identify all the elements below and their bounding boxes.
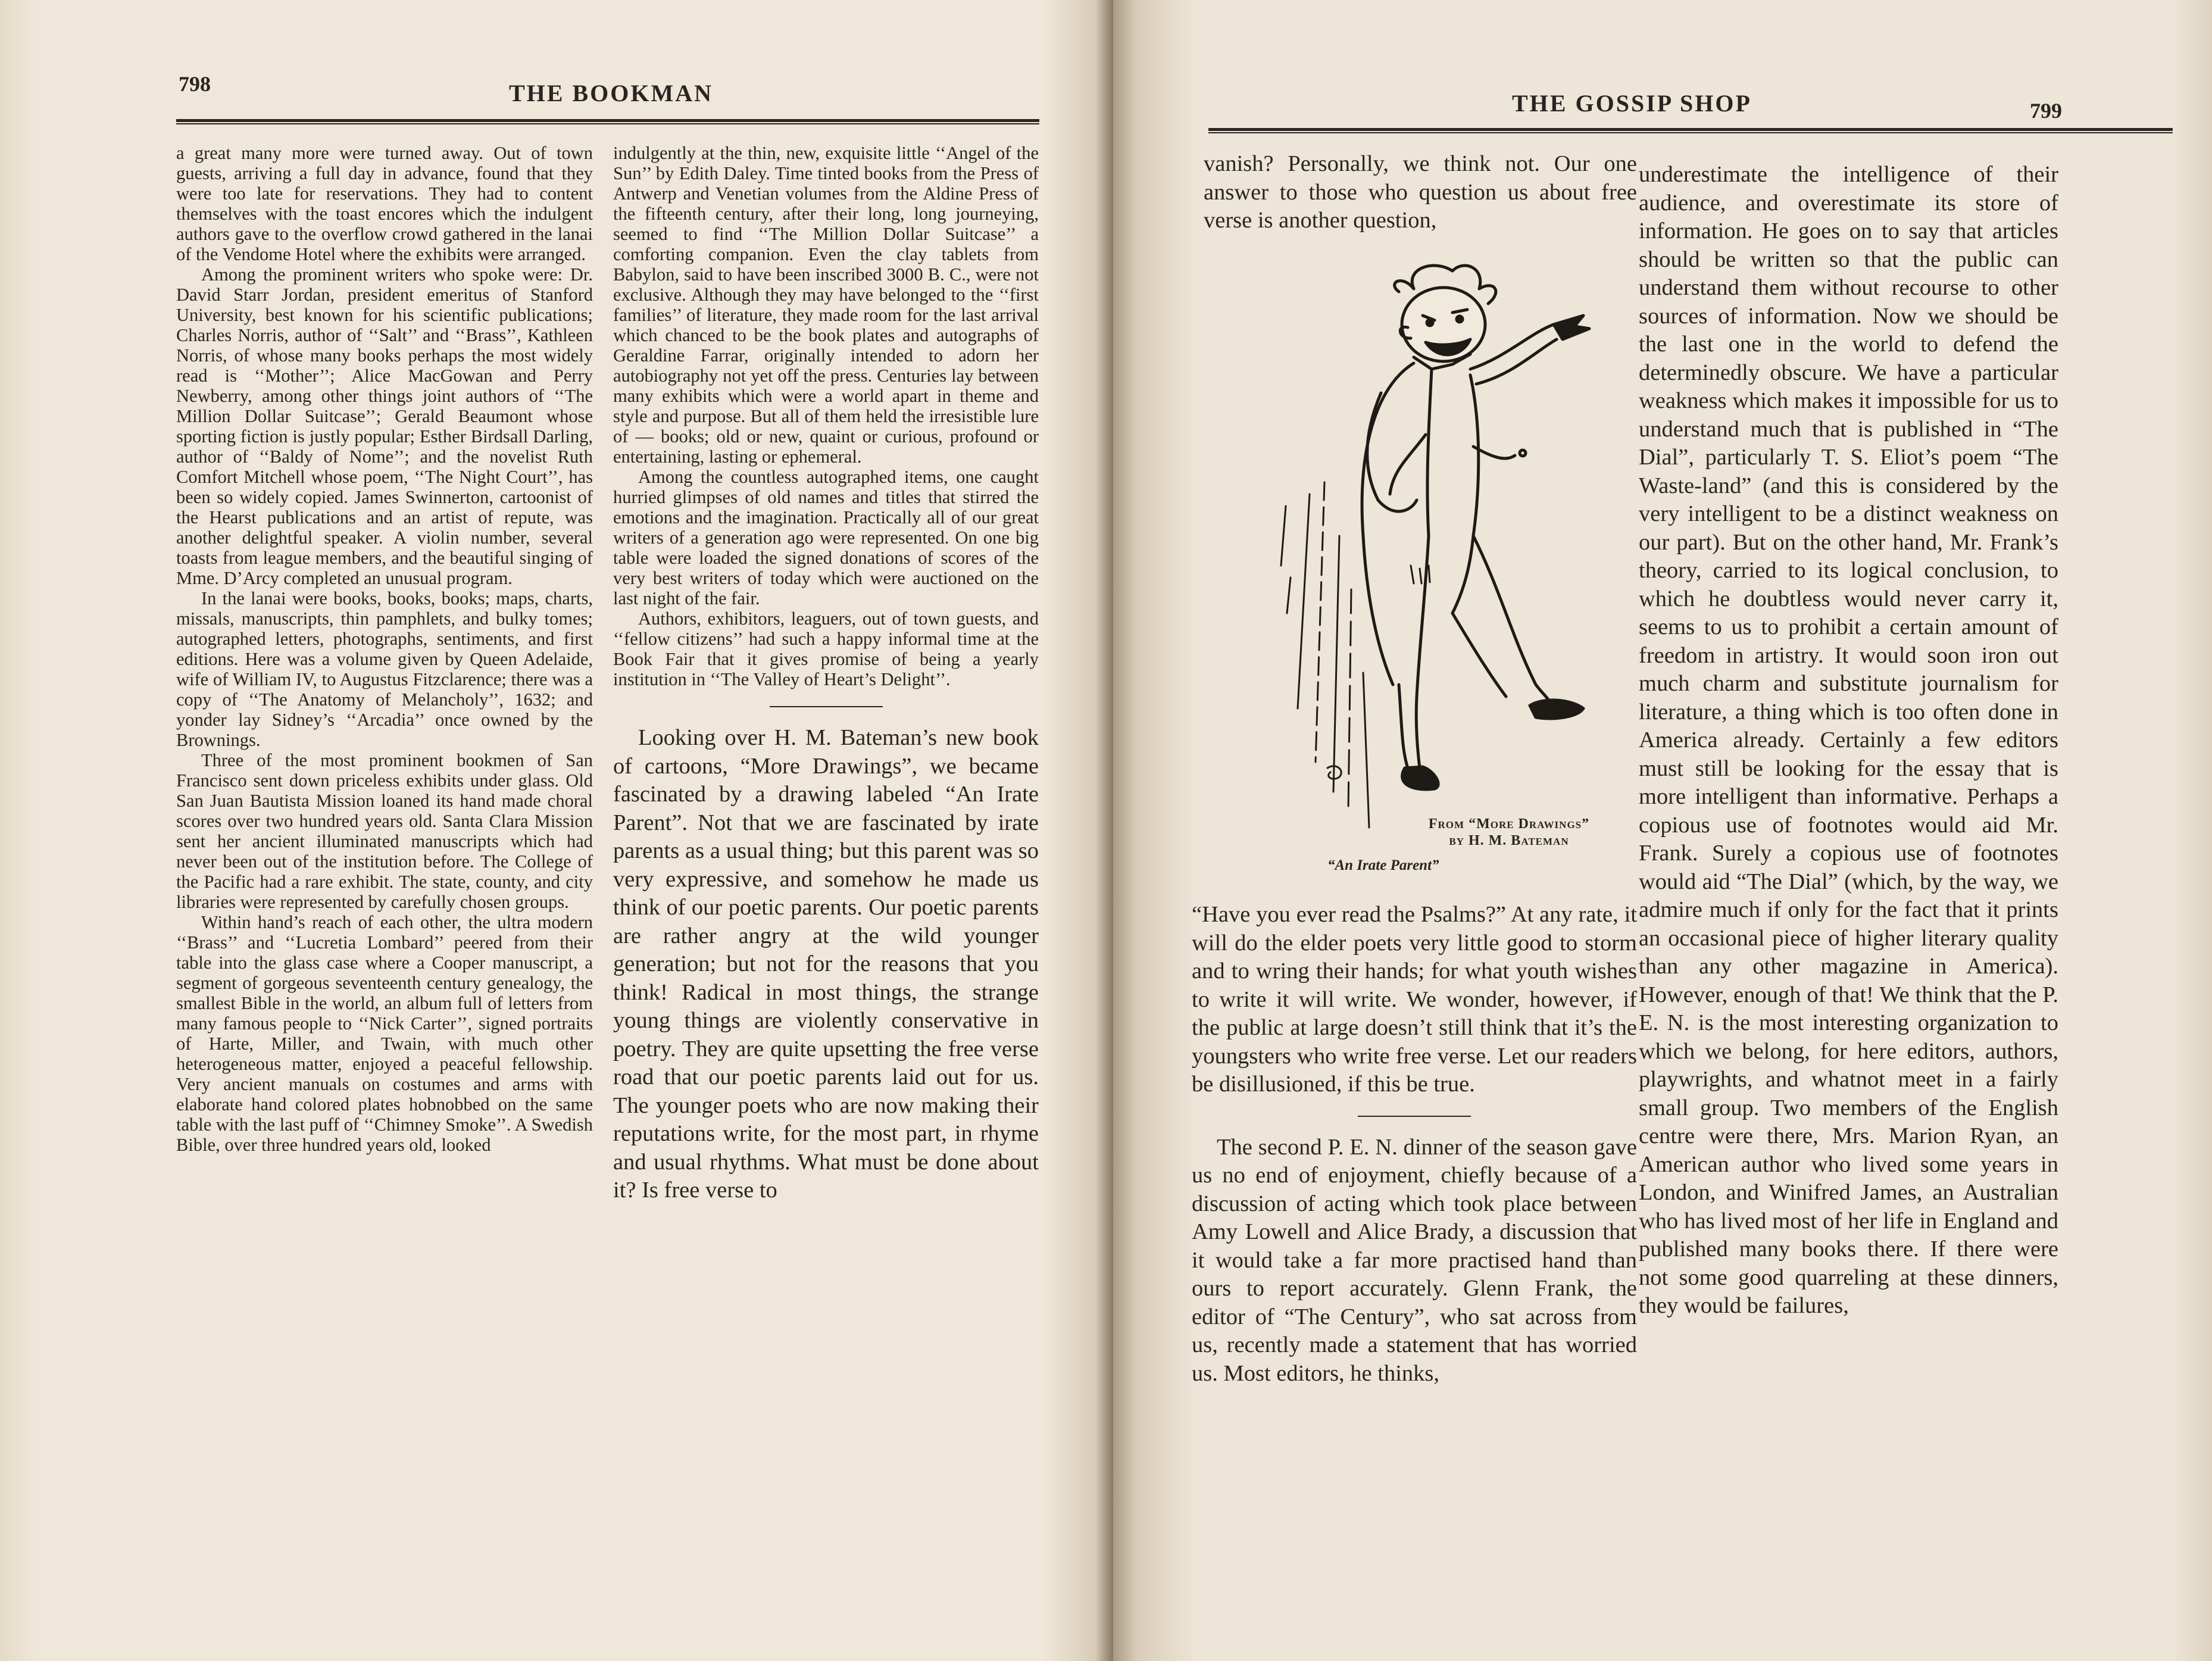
section-divider bbox=[1358, 1116, 1471, 1117]
paragraph: vanish? Personally, we think not. Our one answer to those who question us about free verse is another question, bbox=[1204, 151, 1637, 233]
page-number: 799 bbox=[2030, 99, 2062, 123]
paragraph: indulgently at the thin, new, exquisite little ‘‘Angel of the Sun’’ by Edith Daley. Time tinted books from the Press of Antwerp and Venetian volumes from the Aldine Press of the fifteenth century, after their long, long journeying, seemed to find ‘‘The Million Dollar Suitcase’’ a comforting companion. Even the clay tablets from Babylon, said to have been inscribed 3000 B. C., were not exclusive. Although they may have belonged to the ‘‘first families’’ of literature, they made room for the last arrival which chanced to be the book plates and autographs of Geraldine Farrar, originally intended to adorn her autobiography not yet off the press. Centuries lay between many exhibits which were a world apart in theme and style and purpose. But all of them held the irresistible lure of — books; old or new, quaint or curious, profound or entertaining, lasting or ephemeral. bbox=[613, 143, 1039, 467]
paragraph: a great many more were turned away. Out of town guests, arriving a full day in advance, found that they were too late for reservations. They had to content themselves with the toast encores which the indulgent authors gave to the overflow crowd gathered in the lanai of the Vendome Hotel where the exhibits were arranged. bbox=[176, 143, 593, 264]
column-right-1-bottom bbox=[1192, 901, 1637, 1388]
header-rule bbox=[1208, 128, 2173, 133]
paragraph: Among the prominent writers who spoke were: Dr. David Starr Jordan, president emeritus of Stanford University, best known for his scientific publications; Charles Norris, author of ‘‘Salt’’ and ‘‘Brass’’, Kathleen Norris, of whose many books perhaps the most widely read is ‘‘Mother’’; Alice MacGowan and Perry Newberry, among other things joint authors of ‘‘The Million Dollar Suitcase’’; Gerald Beaumont whose sporting fiction is justly popular; Esther Birdsall Darling, author of ‘‘Baldy of Nome’’; and the novelist Ruth Comfort Mitchell whose poem, ‘‘The Night Court’’, has been so widely copied. James Swinnerton, cartoonist of the Hearst publications and an artist of repute, was another delightful speaker. A violin number, several toasts from league members, and the beautiful singing of Mme. D’Arcy completed an unusual program. bbox=[176, 264, 593, 588]
column-left-1 bbox=[176, 143, 593, 1155]
figure-title: “An Irate Parent” bbox=[1327, 857, 1439, 873]
running-head: THE GOSSIP SHOP bbox=[1512, 90, 1752, 117]
paragraph: Among the countless autographed items, one caught hurried glimpses of old names and titles that stirred the emotions and the imagination. Practically all of our great writers of a generation ago were represented. On one big table were loaded the signed donations of scores of the very best writers of today which were auctioned on the last night of the fair. bbox=[613, 467, 1039, 608]
figure-caption bbox=[1399, 816, 1619, 849]
page-number: 798 bbox=[179, 72, 211, 96]
paragraph: In the lanai were books, books, books; maps, charts, missals, manuscripts, thin pamphlets, and bulky tomes; autographed letters, photographs, sentiments, and first editions. Here was a volume given by Queen Adelaide, wife of William IV, to Augustus Fitzclarence; there was a copy of ‘‘The Anatomy of Melancholy’’, 1632; and yonder lay Sidney’s ‘‘Arcadia’’ once owned by the Brownings. bbox=[176, 588, 593, 750]
column-right-2 bbox=[1639, 161, 2058, 1320]
column-left-2 bbox=[613, 143, 1039, 1205]
paragraph: Within hand’s reach of each other, the ultra modern ‘‘Brass’’ and ‘‘Lucretia Lombard’’ peered from their table into the glass case where a Cooper manuscript, a segment of gorgeous seventeenth century genealogy, the smallest Bible in the world, an album full of letters from many famous people to ‘‘Nick Carter’’, signed portraits of Harte, Miller, and Twain, with much other heterogeneous matter, enjoyed a peaceful fellowship. Very ancient manuals on costumes and arms with elaborate hand colored plates hobnobbed on the same table with the last puff of ‘‘Chimney Smoke’’. A Swedish Bible, over three hundred years old, looked bbox=[176, 912, 593, 1155]
paragraph: Authors, exhibitors, leaguers, out of town guests, and ‘‘fellow citizens’’ had such a happy informal time at the Book Fair that it gives promise of being a yearly institution in ‘‘The Valley of Heart’s Delight’’. bbox=[613, 608, 1039, 689]
paragraph: “Have you ever read the Psalms?” At any rate, it will do the elder poets very little good to storm and to wring their hands; for what youth wishes to write it will write. We wonder, however, if the public at large doesn’t still think that it’s the youngsters who write free verse. Let our readers be disillusioned, if this be true. bbox=[1192, 902, 1637, 1097]
paragraph: underestimate the intelligence of their audience, and overestimate its store of information. He goes on to say that articles should be written so that the public can understand them without recourse to other sources of information. Now we should be the last one in the world to defend the determinedly obscure. We have a particular weakness which makes it impossible for us to understand much that is published in “The Dial”, particularly T. S. Eliot’s poem “The Waste-land” (and this is considered by the very intelligent to be a distinct weakness on our part). But on the other hand, Mr. Frank’s theory, carried to its logical conclusion, to which he doubtless would never carry it, seems to us to prohibit a certain amount of freedom in artistry. It would soon iron out much charm and substitute journalism for literature, a thing which is too often done in America already. Certainly a few editors must still be looking for the essay that is more intelligent than informative. Perhaps a copious use of footnotes would aid Mr. Frank. Surely a copious use of footnotes would aid “The Dial” (which, by the way, we admire much if only for the fact that it prints an occasional piece of higher literary quality than any other magazine in America). However, enough of that! We think that the P. E. N. is the most interesting organization to which we belong, for here editors, authors, playwrights, and whatnot meet in a fairly small group. Two members of the English centre were there, Mrs. Marion Ryan, an American author who lived some years in London, and Winifred James, an Australian who has lived most of her life in England and published many books there. If there were not some good quarreling at these dinners, they would be failures, bbox=[1639, 162, 2058, 1318]
right-page bbox=[1113, 0, 2212, 1661]
paragraph: The second P. E. N. dinner of the season gave us no end of enjoyment, chiefly because of a discussion of acting which took place between Amy Lowell and Alice Brady, a discussion that it would take a far more practised hand than ours to report accurately. Glenn Frank, the editor of “The Century”, who sat across from us, recently made a statement that has worried us. Most editors, he thinks, bbox=[1192, 1134, 1637, 1386]
column-right-1-top bbox=[1204, 150, 1637, 235]
header-rule bbox=[176, 119, 1039, 124]
caption-source: From “More Drawings” bbox=[1428, 816, 1590, 832]
paragraph: Three of the most prominent bookmen of San Francisco sent down priceless exhibits under glass. Old San Juan Bautista Mission loaned its hand made choral scores over two hundred years old. Santa Clara Mission sent her ancient illuminated manuscripts which had never been out of the institution before. The College of the Pacific had a rare exhibit. The state, county, and city libraries were represented by carefully chosen groups. bbox=[176, 750, 593, 912]
running-head: THE BOOKMAN bbox=[509, 80, 714, 107]
paragraph: Looking over H. M. Bateman’s new book of cartoons, “More Drawings”, we became fascinated by a drawing labeled “An Irate Parent”. Not that we are fascinated by irate parents as a usual thing; but this parent was so very expressive, and somehow he made us think of our poetic parents. Our poetic parents are rather angry at the wild younger generation; but not for the reasons that you think! Radical in most things, the strange young things are violently conservative in poetry. They are quite upsetting the free verse road that our poetic parents laid out for us. The younger poets who are now making their reputations write, for the most part, in rhyme and usual rhythms. What must be done about it? Is free verse to bbox=[613, 725, 1039, 1203]
caption-author: by H. M. Bateman bbox=[1449, 833, 1569, 848]
section-divider bbox=[770, 706, 883, 707]
caricature-illustration bbox=[1274, 256, 1643, 833]
